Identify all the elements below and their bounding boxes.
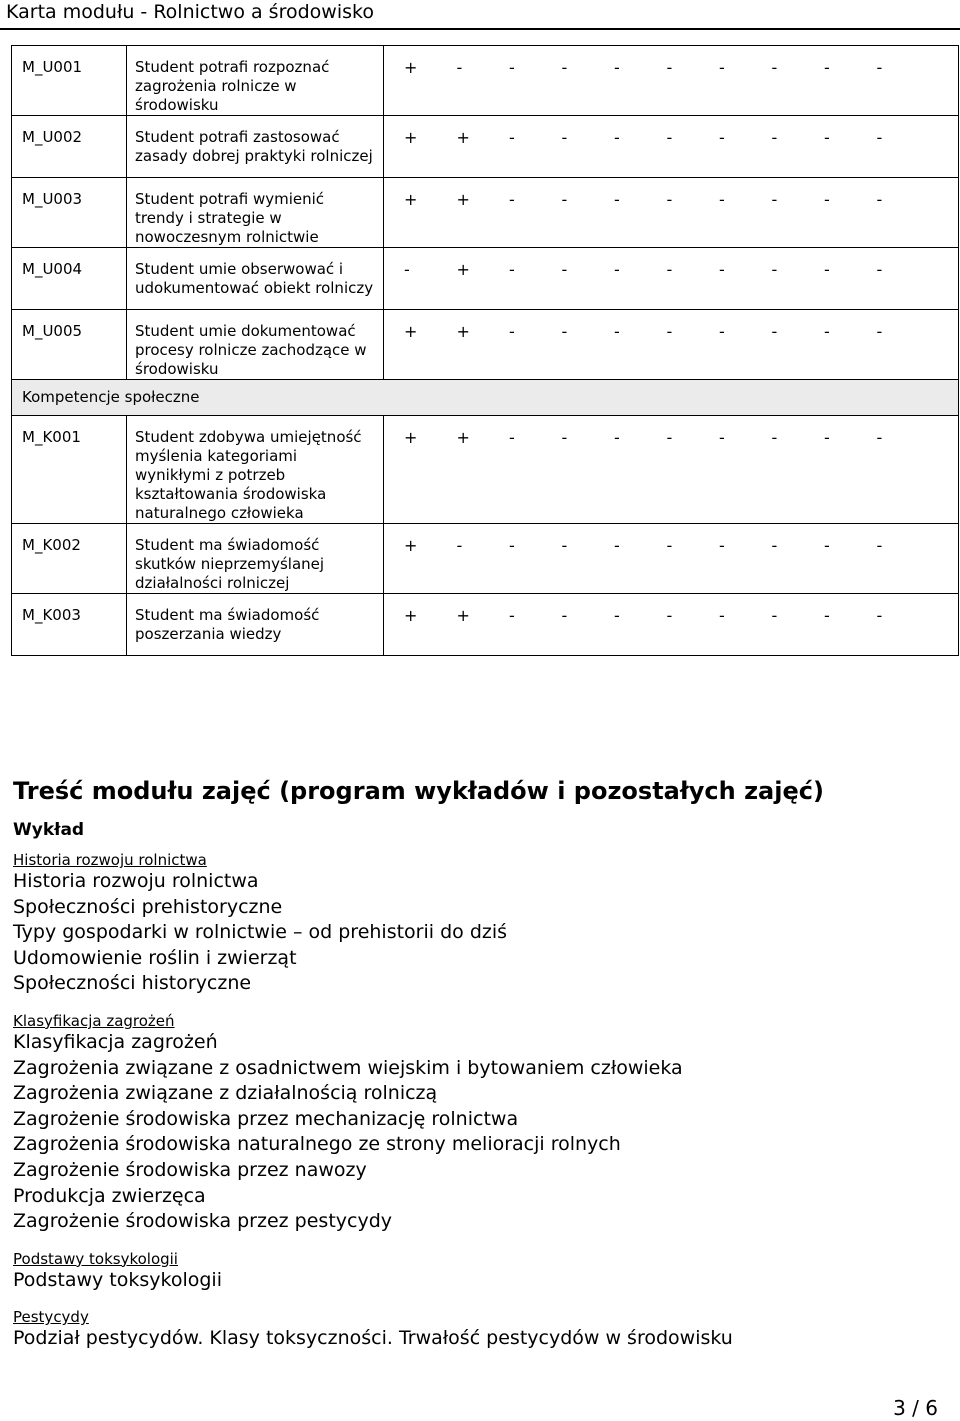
mark-cell: -	[509, 190, 515, 209]
outcome-code: M_U003	[12, 178, 127, 248]
mark-cell: -	[614, 58, 620, 77]
mark-cell: -	[614, 428, 620, 447]
outcome-marks	[384, 594, 959, 656]
mark-cell: -	[509, 322, 515, 341]
topic-block	[13, 1013, 948, 1235]
mark-cell: +	[456, 322, 470, 341]
mark-cell: +	[404, 128, 418, 147]
outcome-code: M_K001	[12, 416, 127, 524]
mark-cell: -	[666, 58, 673, 77]
mark-cell: -	[824, 322, 830, 341]
mark-cell: -	[614, 260, 620, 279]
mark-cell: -	[771, 58, 778, 77]
outcome-row	[12, 310, 959, 380]
mark-cell: -	[771, 428, 778, 447]
outcome-row	[12, 178, 959, 248]
topic-line: Klasyfikacja zagrożeń	[13, 1030, 218, 1053]
mark-cell: -	[561, 536, 568, 555]
mark-cell: -	[614, 128, 620, 147]
page-number: 3 / 6	[893, 1396, 938, 1420]
outcome-row	[12, 416, 959, 524]
outcome-row	[12, 116, 959, 178]
mark-cell: +	[404, 428, 418, 447]
topic-line: Zagrożenia środowiska naturalnego ze strony melioracji rolnych	[13, 1133, 621, 1156]
mark-cell: +	[404, 606, 418, 625]
mark-cell: -	[509, 428, 515, 447]
mark-cell: -	[876, 58, 883, 77]
topic-link[interactable]: Klasyfikacja zagrożeń	[13, 1011, 175, 1030]
outcome-code: M_U005	[12, 310, 127, 380]
topics-list	[13, 852, 948, 1352]
topic-link[interactable]: Podstawy toksykologii	[13, 1249, 178, 1268]
outcome-marks	[384, 524, 959, 594]
mark-cell: +	[456, 428, 470, 447]
outcome-code: M_U002	[12, 116, 127, 178]
mark-cell: -	[824, 128, 830, 147]
mark-cell: -	[561, 128, 568, 147]
mark-cell: -	[719, 260, 725, 279]
mark-cell: -	[824, 190, 830, 209]
section-row-social-competences	[12, 380, 959, 416]
mark-cell: -	[719, 428, 725, 447]
mark-cell: -	[666, 536, 673, 555]
outcome-description: Student zdobywa umiejętność myślenia kategoriami wynikłymi z potrzeb kształtowania środowiska naturalnego człowieka	[127, 416, 384, 524]
mark-cell: -	[824, 58, 830, 77]
mark-cell: +	[404, 58, 418, 77]
document-header-title: Karta modułu - Rolnictwo a środowisko	[6, 1, 374, 23]
mark-cell: -	[509, 260, 515, 279]
outcome-row	[12, 594, 959, 656]
mark-cell: -	[614, 536, 620, 555]
topic-line: Zagrożenie środowiska przez mechanizację rolnictwa	[13, 1107, 519, 1130]
mark-cell: -	[876, 428, 883, 447]
mark-cell: -	[456, 536, 463, 555]
outcome-description: Student umie dokumentować procesy rolnicze zachodzące w środowisku	[127, 310, 384, 380]
mark-cell: -	[666, 128, 673, 147]
mark-cell: -	[509, 606, 515, 625]
outcome-description: Student potrafi rozpoznać zagrożenia rolnicze w środowisku	[127, 46, 384, 116]
learning-outcomes-table	[11, 45, 959, 656]
module-content	[13, 774, 948, 1368]
mark-cell: -	[614, 190, 620, 209]
topic-link[interactable]: Pestycydy	[13, 1308, 89, 1327]
outcome-row	[12, 248, 959, 310]
topic-line: Zagrożenie środowiska przez pestycydy	[13, 1210, 393, 1233]
topic-line: Produkcja zwierzęca	[13, 1184, 206, 1207]
section-label: Kompetencje społeczne	[12, 380, 959, 416]
mark-cell: -	[824, 536, 830, 555]
outcome-description: Student ma świadomość poszerzania wiedzy	[127, 594, 384, 656]
mark-cell: -	[876, 536, 883, 555]
outcome-description: Student umie obserwować i udokumentować obiekt rolniczy	[127, 248, 384, 310]
topic-line: Zagrożenia związane z osadnictwem wiejskim i bytowaniem człowieka	[13, 1056, 683, 1079]
mark-cell: -	[719, 58, 725, 77]
mark-cell: +	[456, 128, 470, 147]
mark-cell: -	[456, 58, 463, 77]
mark-cell: +	[456, 606, 470, 625]
topic-line: Społeczności prehistoryczne	[13, 895, 283, 918]
mark-cell: -	[561, 260, 568, 279]
outcome-description: Student potrafi zastosować zasady dobrej praktyki rolniczej	[127, 116, 384, 178]
header-divider	[0, 28, 960, 30]
mark-cell: -	[509, 58, 515, 77]
mark-cell: -	[771, 128, 778, 147]
mark-cell: -	[719, 128, 725, 147]
mark-cell: -	[561, 606, 568, 625]
mark-cell: -	[876, 322, 883, 341]
mark-cell: -	[614, 606, 620, 625]
content-heading: Treść modułu zajęć (program wykładów i pozostałych zajęć)	[13, 777, 824, 805]
mark-cell: +	[404, 190, 418, 209]
outcome-marks	[384, 46, 959, 116]
mark-cell: -	[666, 428, 673, 447]
mark-cell: -	[719, 536, 725, 555]
mark-cell: -	[561, 322, 568, 341]
mark-cell: -	[719, 606, 725, 625]
outcome-row	[12, 46, 959, 116]
outcome-code: M_K002	[12, 524, 127, 594]
outcome-description: Student potrafi wymienić trendy i strategie w nowoczesnym rolnictwie	[127, 178, 384, 248]
outcome-marks	[384, 178, 959, 248]
topic-line: Typy gospodarki w rolnictwie – od prehistorii do dziś	[13, 921, 508, 944]
topic-line: Podstawy toksykologii	[13, 1268, 222, 1291]
mark-cell: +	[404, 536, 418, 555]
mark-cell: -	[561, 190, 568, 209]
outcome-description: Student ma świadomość skutków nieprzemyślanej działalności rolniczej	[127, 524, 384, 594]
mark-cell: -	[771, 260, 778, 279]
outcome-marks	[384, 116, 959, 178]
topic-block	[13, 1309, 948, 1352]
lecture-subheading: Wykład	[13, 820, 85, 840]
mark-cell: -	[666, 190, 673, 209]
topic-line: Podział pestycydów. Klasy toksyczności. Trwałość pestycydów w środowisku	[13, 1327, 733, 1350]
mark-cell: -	[509, 536, 515, 555]
topic-line: Zagrożenia związane z działalnością rolniczą	[13, 1082, 438, 1105]
topic-line: Udomowienie roślin i zwierząt	[13, 946, 297, 969]
topic-block	[13, 852, 948, 997]
mark-cell: -	[719, 190, 725, 209]
mark-cell: -	[876, 260, 883, 279]
mark-cell: -	[614, 322, 620, 341]
mark-cell: -	[666, 606, 673, 625]
mark-cell: -	[876, 190, 883, 209]
mark-cell: -	[771, 536, 778, 555]
outcome-row	[12, 524, 959, 594]
topic-link[interactable]: Historia rozwoju rolnictwa	[13, 851, 207, 869]
mark-cell: -	[824, 260, 830, 279]
topic-block	[13, 1251, 948, 1294]
mark-cell: +	[456, 190, 470, 209]
mark-cell: -	[561, 428, 568, 447]
outcome-code: M_U004	[12, 248, 127, 310]
topic-line: Historia rozwoju rolnictwa	[13, 870, 259, 892]
mark-cell: -	[771, 322, 778, 341]
mark-cell: -	[824, 606, 830, 625]
mark-cell: -	[666, 322, 673, 341]
mark-cell: +	[404, 322, 418, 341]
mark-cell: -	[824, 428, 830, 447]
mark-cell: -	[509, 128, 515, 147]
mark-cell: +	[456, 260, 470, 279]
mark-cell: -	[561, 58, 568, 77]
outcome-code: M_U001	[12, 46, 127, 116]
outcome-marks	[384, 416, 959, 524]
mark-cell: -	[771, 606, 778, 625]
mark-cell: -	[404, 260, 410, 279]
outcome-marks	[384, 248, 959, 310]
mark-cell: -	[876, 128, 883, 147]
mark-cell: -	[719, 322, 725, 341]
mark-cell: -	[771, 190, 778, 209]
outcome-marks	[384, 310, 959, 380]
topic-line: Zagrożenie środowiska przez nawozy	[13, 1158, 367, 1181]
outcome-code: M_K003	[12, 594, 127, 656]
mark-cell: -	[876, 606, 883, 625]
topic-line: Społeczności historyczne	[13, 972, 252, 995]
mark-cell: -	[666, 260, 673, 279]
